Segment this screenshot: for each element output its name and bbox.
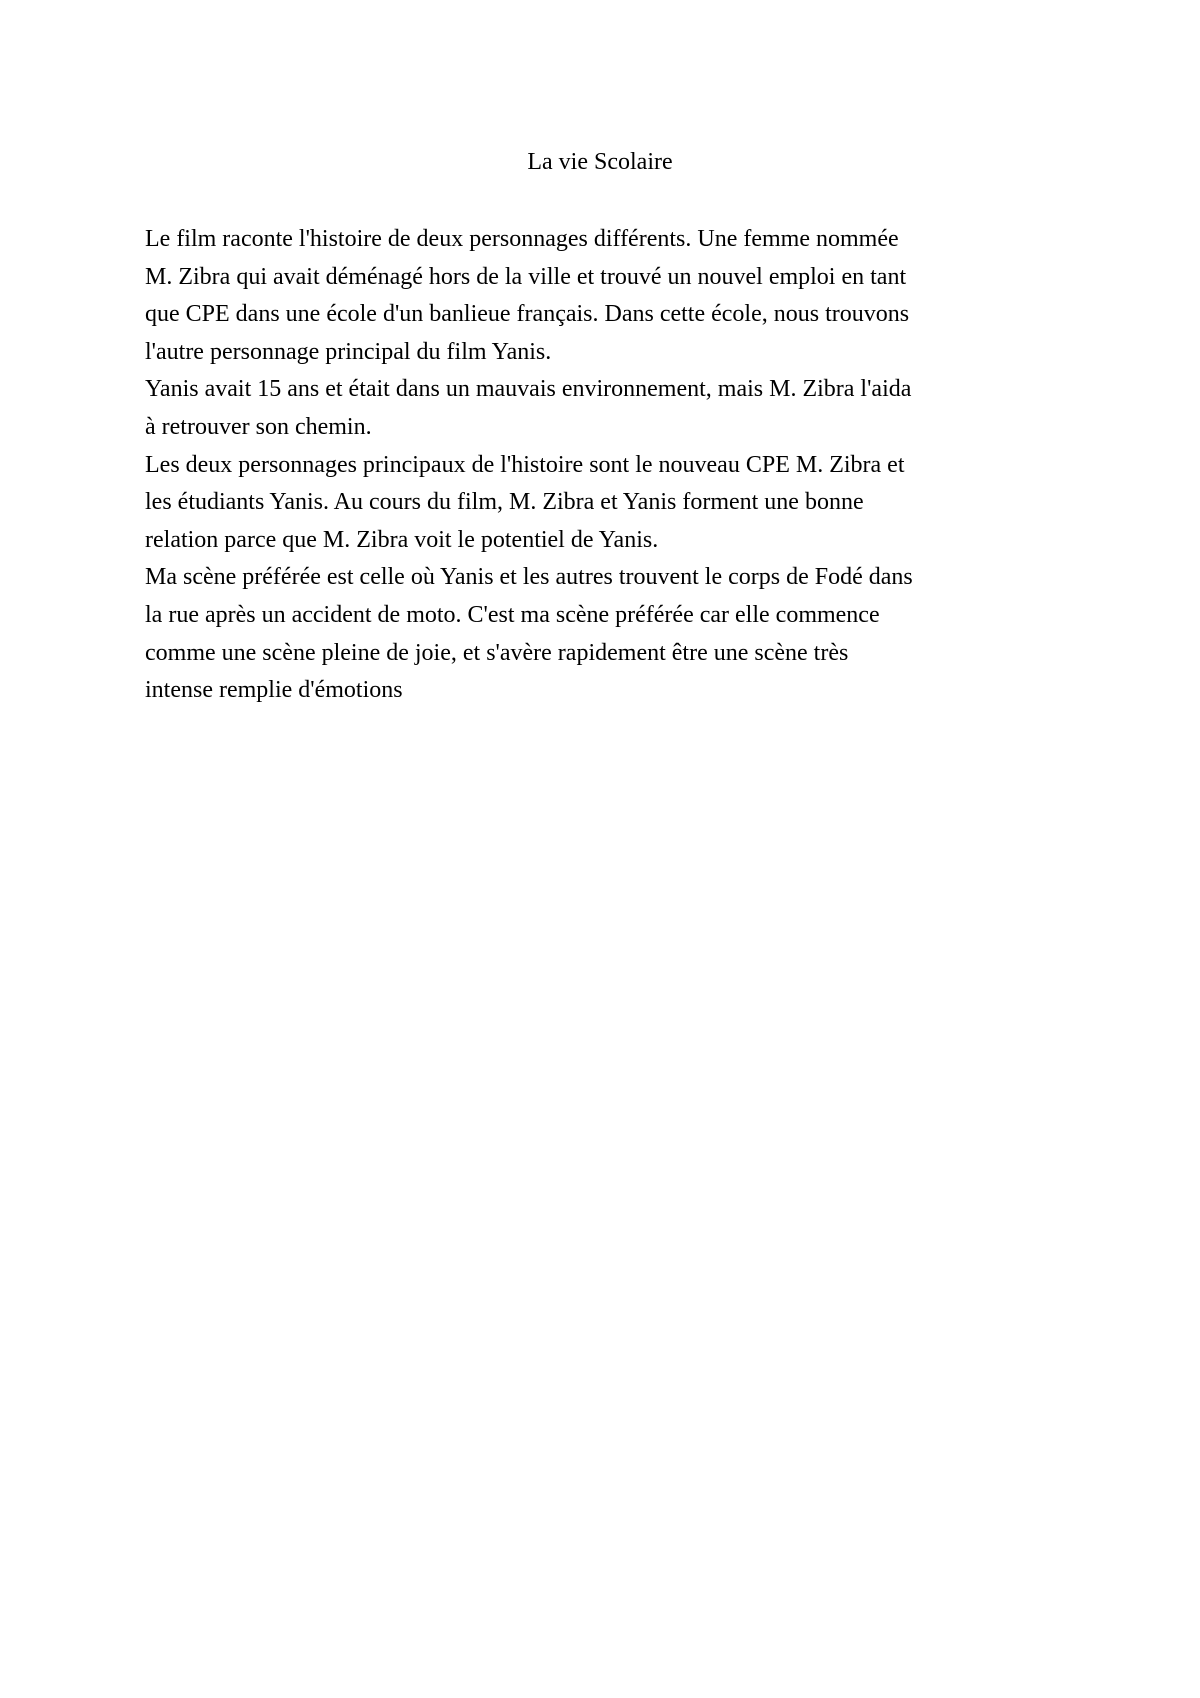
text-line: relation parce que M. Zibra voit le potentiel de Yanis.	[145, 526, 659, 553]
text-line: à retrouver son chemin.	[145, 413, 372, 440]
text-line: la rue après un accident de moto. C'est ma scène préférée car elle commence	[145, 601, 880, 628]
text-line: M. Zibra qui avait déménagé hors de la ville et trouvé un nouvel emploi en tant	[145, 263, 907, 290]
text-line: intense remplie d'émotions	[145, 677, 403, 704]
document-title: La vie Scolaire	[527, 149, 673, 175]
text-line: que CPE dans une école d'un banlieue français. Dans cette école, nous trouvons	[145, 301, 910, 328]
text-line: les étudiants Yanis. Au cours du film, M. Zibra et Yanis forment une bonne	[145, 489, 864, 516]
text-line: comme une scène pleine de joie, et s'avère rapidement être une scène très	[145, 639, 849, 666]
text-line: l'autre personnage principal du film Yanis.	[145, 338, 552, 365]
document-body	[145, 221, 1065, 710]
text-line: Le film raconte l'histoire de deux personnages différents. Une femme nommée	[145, 226, 899, 252]
text-line: Yanis avait 15 ans et était dans un mauvais environnement, mais M. Zibra l'aida	[145, 376, 912, 403]
text-line: Les deux personnages principaux de l'histoire sont le nouveau CPE M. Zibra et	[145, 451, 905, 478]
text-line: Ma scène préférée est celle où Yanis et les autres trouvent le corps de Fodé dans	[145, 564, 913, 591]
